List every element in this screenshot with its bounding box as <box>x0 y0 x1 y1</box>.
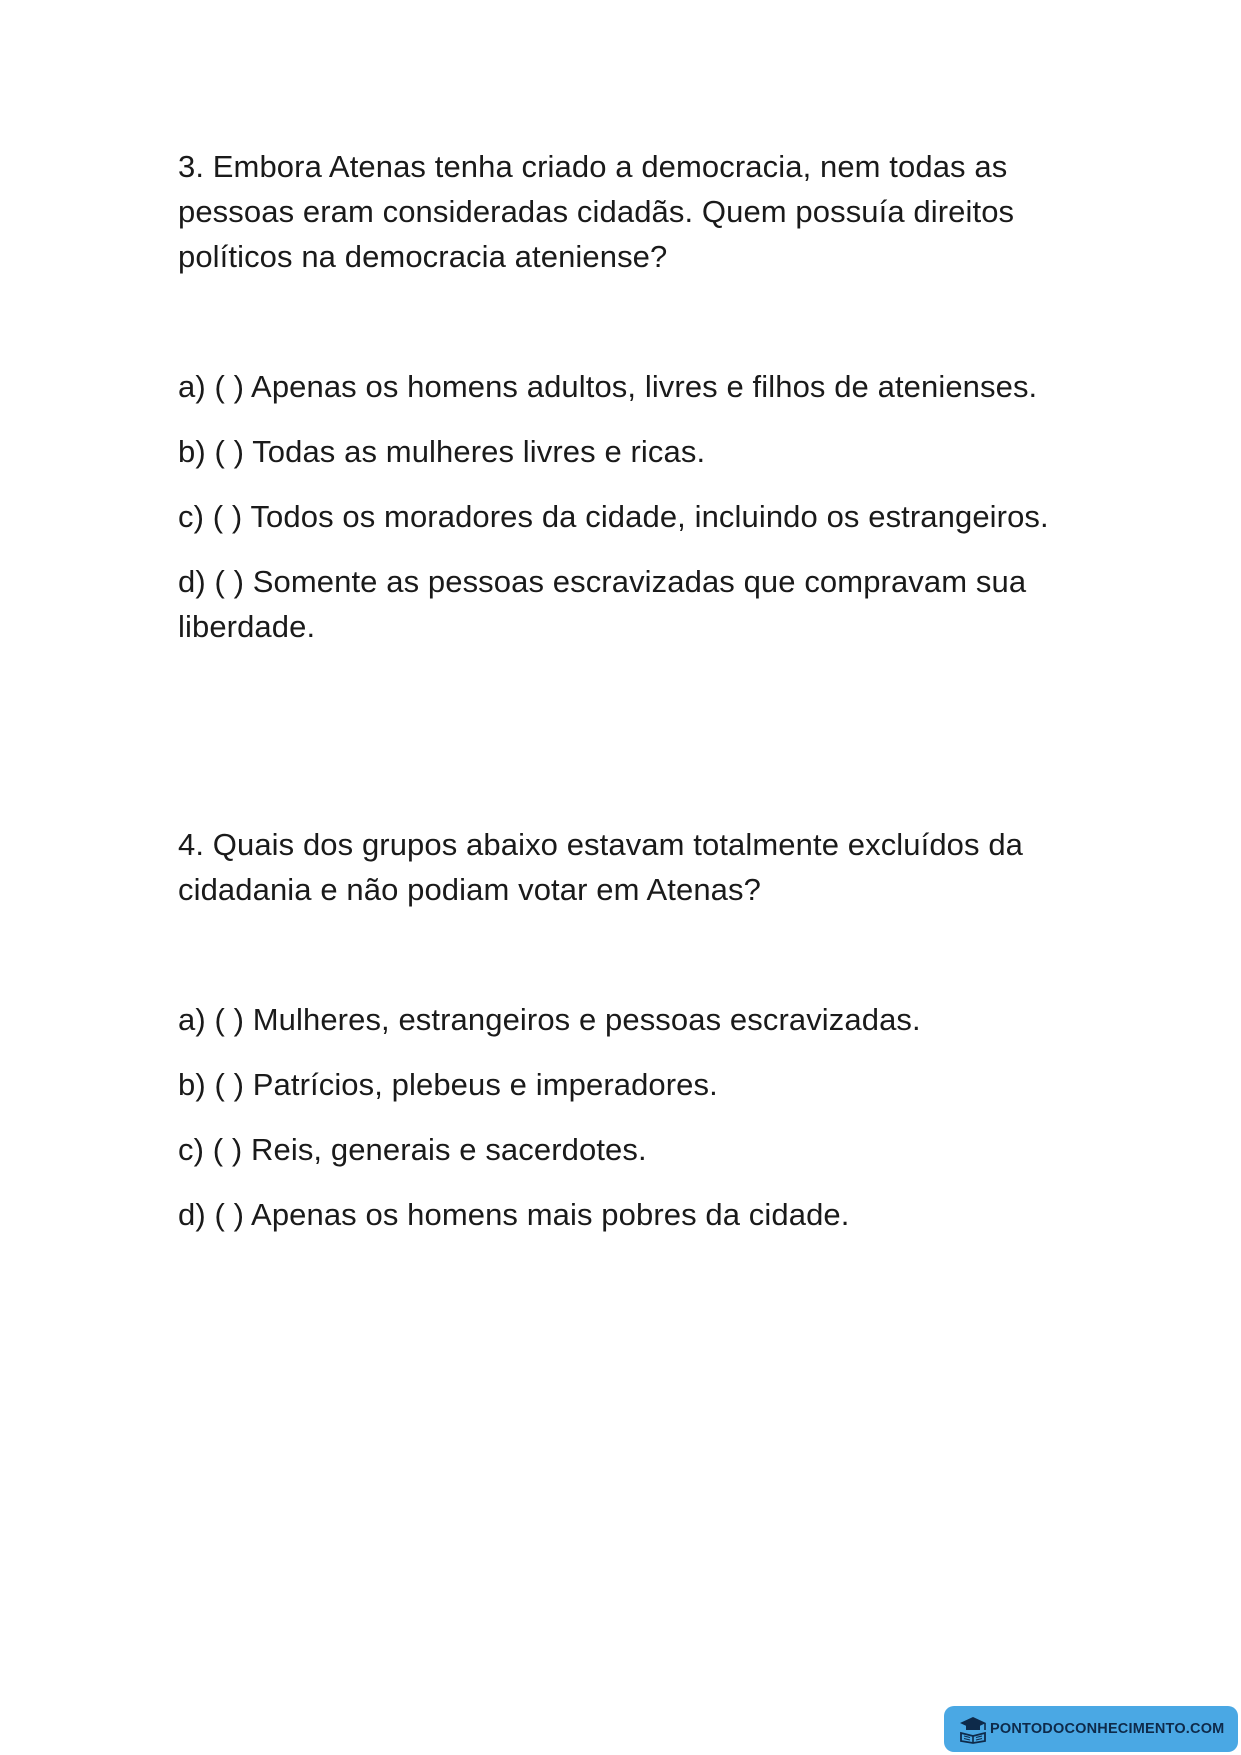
question-3-option-b: b) ( ) Todas as mulheres livres e ricas. <box>178 434 706 469</box>
graduation-book-icon <box>958 1714 988 1744</box>
question-4-option-d: d) ( ) Apenas os homens mais pobres da cidade. <box>178 1197 850 1232</box>
question-4-text: 4. Quais dos grupos abaixo estavam totalmente excluídos da cidadania e não podiam votar em Atenas? <box>178 827 1024 907</box>
question-4-option-c: c) ( ) Reis, generais e sacerdotes. <box>178 1132 647 1167</box>
question-4-option-b: b) ( ) Patrícios, plebeus e imperadores. <box>178 1067 718 1102</box>
question-4-options <box>178 997 1058 1237</box>
question-3-option-d: d) ( ) Somente as pessoas escravizadas que compravam sua liberdade. <box>178 564 1027 644</box>
question-4 <box>178 822 1058 912</box>
question-3 <box>178 144 1058 279</box>
question-3-option-c: c) ( ) Todos os moradores da cidade, incluindo os estrangeiros. <box>178 499 1049 534</box>
brand-badge[interactable] <box>944 1706 1238 1752</box>
question-4-option-a: a) ( ) Mulheres, estrangeiros e pessoas escravizadas. <box>178 1002 921 1037</box>
question-3-options <box>178 364 1058 649</box>
question-3-text: 3. Embora Atenas tenha criado a democracia, nem todas as pessoas eram consideradas cidadãs. Quem possuía direitos políticos na democracia ateniense? <box>178 149 1015 274</box>
brand-label: PONTODOCONHECIMENTO.COM <box>990 1721 1225 1737</box>
question-3-option-a: a) ( ) Apenas os homens adultos, livres e filhos de atenienses. <box>178 369 1038 404</box>
